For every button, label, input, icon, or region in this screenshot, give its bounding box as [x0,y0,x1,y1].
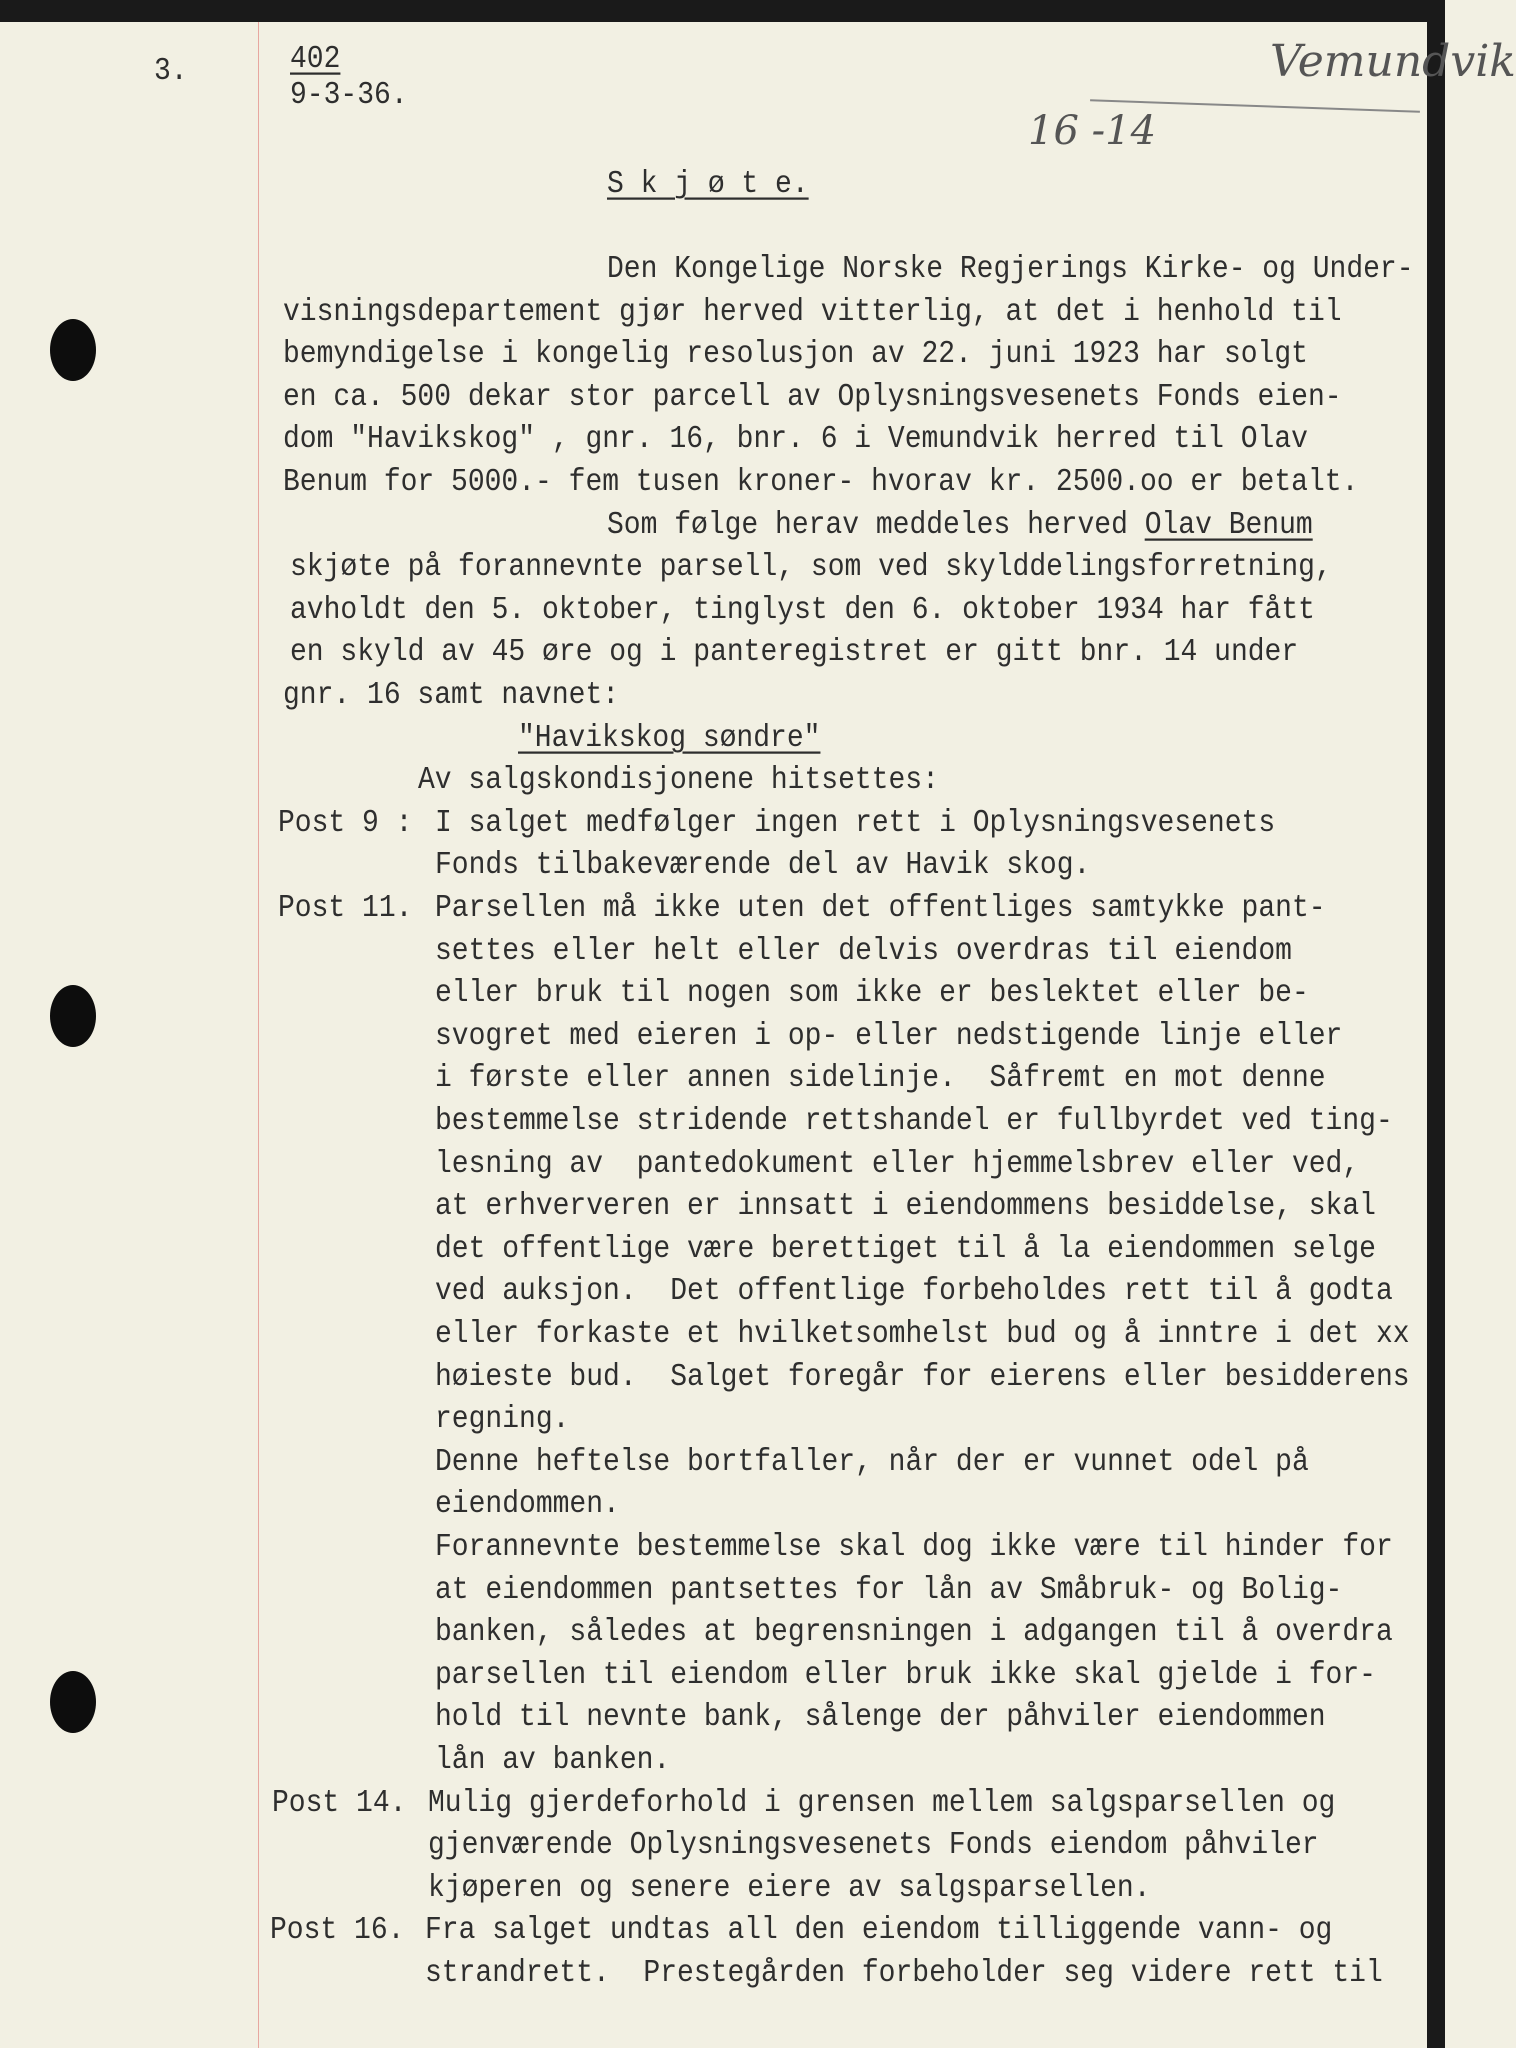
post-line: eiendommen. [435,1487,620,1522]
post-label: Post 14. [272,1786,407,1821]
scan-border-right [1427,0,1445,2048]
punch-hole [50,985,96,1047]
margin-line [258,22,259,2048]
body-line: bemyndigelse i kongelig resolusjon av 22. juni 1923 har solgt [283,337,1308,372]
page-number: 3. [154,54,188,89]
body-line [607,506,1313,546]
post-line: banken, således at begrensningen i adgangen til å overdra [435,1615,1393,1650]
document-title: S k j ø t e. [607,167,809,202]
post-line: at erhververen er innsatt i eiendommens besiddelse, skal [435,1189,1376,1224]
post-line: eller forkaste et hvilketsomhelst bud og å inntre i det xx [435,1317,1410,1352]
post-line: høieste bud. Salget foregår for eierens eller besidderens [435,1360,1410,1395]
post-line: hold til nevnte bank, sålenge der påhviler eiendommen [435,1700,1326,1735]
post-line: ved auksjon. Det offentlige forbeholdes rett til å godta [435,1274,1393,1309]
post-line: Parsellen må ikke uten det offentliges samtykke pant- [435,891,1326,926]
post-line: det offentlige være berettiget til å la eiendommen selge [435,1232,1376,1267]
handwritten-place: Vemundvik [1270,36,1516,87]
handwritten-reference: 16 -14 [1028,108,1157,154]
post-line: parsellen til eiendom eller bruk ikke skal gjelde i for- [435,1658,1376,1693]
post-label: Post 16. [270,1913,405,1948]
post-label: Post 9 : [278,806,413,841]
body-line: skjøte på forannevnte parsell, som ved skylddelingsforretning, [290,550,1332,585]
body-line: en ca. 500 dekar stor parcell av Oplysningsvesenets Fonds eien- [283,380,1342,415]
buyer-name: Olav Benum [1144,508,1313,543]
body-line: Av salgskondisjonene hitsettes: [418,763,939,798]
post-line: I salget medfølger ingen rett i Oplysningsvesenets [435,806,1276,841]
post-line: eller bruk til nogen som ikke er beslektet eller be- [435,976,1309,1011]
document-date: 9-3-36. [290,78,408,113]
post-line: bestemmelse stridende rettshandel er fullbyrdet ved ting- [435,1104,1393,1139]
body-line: visningsdepartement gjør herved vitterlig, at det i henhold til [283,295,1342,330]
property-name: "Havikskog søndre" [518,721,821,756]
post-line: i første eller annen sidelinje. Såfremt en mot denne [435,1061,1326,1096]
post-label: Post 11. [278,891,413,926]
document-number: 402 [290,42,341,77]
post-line: Forannevnte bestemmelse skal dog ikke være til hinder for [435,1530,1393,1565]
post-line: lån av banken. [435,1743,671,1778]
post-line: strandrett. Prestegården forbeholder seg videre rett til [425,1956,1383,1991]
post-line: lesning av pantedokument eller hjemmelsbrev eller ved, [435,1147,1360,1182]
scan-border-top [0,0,1445,22]
punch-hole [50,1671,96,1733]
punch-hole [50,319,96,381]
post-line: settes eller helt eller delvis overdras til eiendom [435,934,1292,969]
body-line: dom "Havikskog" , gnr. 16, bnr. 6 i Vemundvik herred til Olav [283,422,1308,457]
post-line: Fra salget undtas all den eiendom tilliggende vann- og [425,1913,1333,1948]
body-line: en skyld av 45 øre og i panteregistret er gitt bnr. 14 under [290,635,1299,670]
post-line: gjenværende Oplysningsvesenets Fonds eiendom påhviler [428,1828,1319,1863]
body-line: Den Kongelige Norske Regjerings Kirke- og Under- [607,252,1414,287]
body-text: Som følge herav meddeles herved [607,508,1145,543]
post-line: Mulig gjerdeforhold i grensen mellem salgsparsellen og [428,1786,1336,1821]
post-line: at eiendommen pantsettes for lån av Småbruk- og Bolig- [435,1573,1343,1608]
body-line: Benum for 5000.- fem tusen kroner- hvorav kr. 2500.oo er betalt. [283,465,1359,500]
post-line: Denne heftelse bortfaller, når der er vunnet odel på [435,1445,1309,1480]
body-line: avholdt den 5. oktober, tinglyst den 6. oktober 1934 har fått [290,593,1315,628]
body-line: gnr. 16 samt navnet: [283,678,620,713]
post-line: Fonds tilbakeværende del av Havik skog. [435,848,1091,883]
post-line: svogret med eieren i op- eller nedstigende linje eller [435,1019,1343,1054]
post-line: regning. [435,1402,570,1437]
post-line: kjøperen og senere eiere av salgsparsellen. [428,1871,1151,1906]
